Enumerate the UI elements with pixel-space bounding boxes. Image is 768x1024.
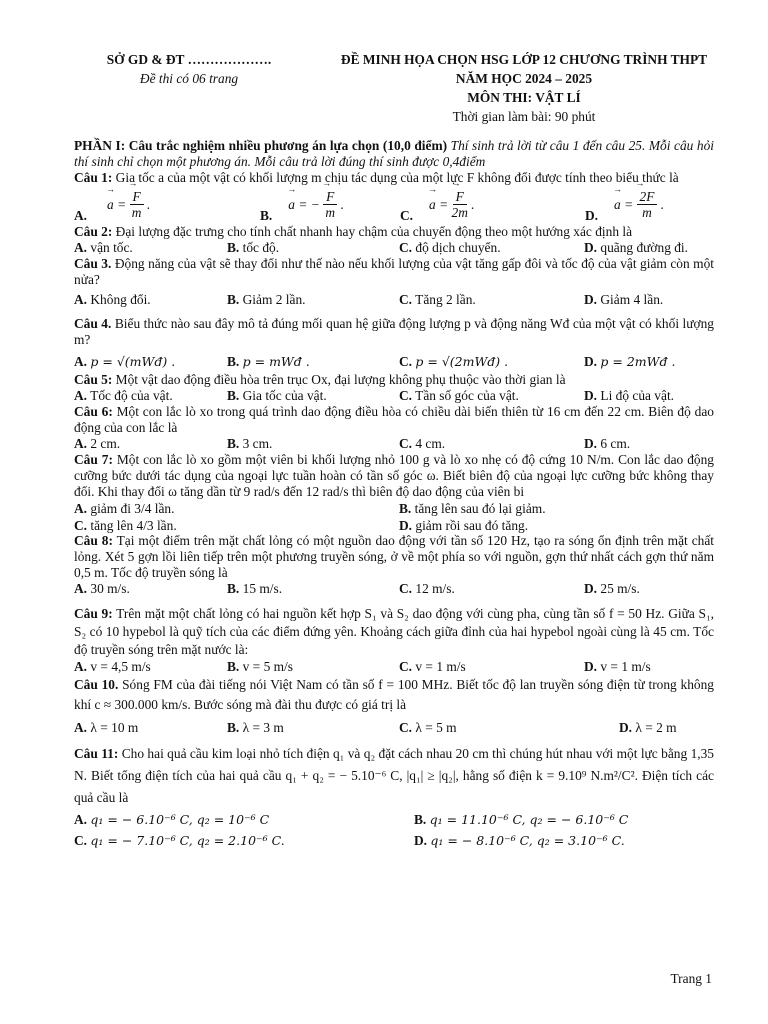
question-number: Câu 5:	[74, 372, 113, 387]
option-c[interactable]: C. λ = 5 m	[399, 720, 457, 735]
question-8	[74, 533, 714, 581]
question-text: Sóng FM của đài tiếng nói Việt Nam có tần số f = 100 MHz. Biết tốc độ lan truyền sóng điện từ trong không khí c ≈ 300.000 km/s. Bước sóng mà đài thu được có giá trị là	[74, 677, 714, 712]
option-c[interactable]: C. 12 m/s.	[399, 581, 455, 596]
option-d[interactable]: D. 6 cm.	[584, 436, 631, 451]
option-d[interactable]: D. λ = 2 m	[619, 720, 677, 735]
question-text: Cho hai quả cầu kim loại nhỏ tích điện q₁ và q₂ đặt cách nhau 20 cm thì chúng hút nhau với một lực bằng 1,35 N. Biết tổng điện tích của hai quả cầu q₁ + q₂ = − 5.10⁻⁶ C, |q₁| ≥ |q₂|, hằng số điện k = 9.10⁹ N.m²/C². Điện tích các quả cầu là	[74, 746, 714, 805]
option-a[interactable]: A. v = 4,5 m/s	[74, 659, 151, 674]
option-b[interactable]: B. p = mWđ .	[227, 354, 310, 369]
option-a[interactable]: A. p = √(mWđ) .	[74, 354, 176, 369]
option-c[interactable]: C. 4 cm.	[399, 436, 446, 451]
question-3	[74, 256, 714, 288]
question-9-options	[74, 659, 714, 675]
option-b[interactable]: B. Gia tốc của vật.	[227, 388, 327, 403]
header-right	[304, 50, 744, 126]
department-name: SỞ GD & ĐT ……………….	[106, 52, 272, 67]
formula-sign: =	[117, 196, 127, 212]
formula-sign: =	[624, 196, 634, 212]
option-label: D.	[585, 208, 599, 223]
formula: → a = → $\frac{2F}{m}$ .	[614, 189, 664, 220]
question-text: Một con lắc lò xo gồm một viên bi khối lượng nhỏ 100 g và lò xo nhẹ có độ cứng 10 N/m. Con lắc dao động cưỡng bức dưới tác dụng của ngoại lực tuần hoàn có tần số góc ω. Biết biên độ của ngoại lực cưỡng bức không thay đổi. Khi thay đổi ω tăng dần từ 9 rad/s đến 12 rad/s thì biên độ dao động của viên bi	[74, 452, 714, 499]
formula-lhs: → a	[107, 197, 114, 213]
question-6-options	[74, 436, 714, 452]
option-d[interactable]: D. quãng đường đi.	[584, 240, 688, 255]
formula-denominator: 2m	[451, 205, 468, 220]
formula: → a = → $\frac{F}{2m}$ .	[429, 189, 475, 220]
option-b[interactable]: B. 3 cm.	[227, 436, 273, 451]
option-a[interactable]: A. giảm đi 3/4 lần.	[74, 501, 175, 516]
page-number: Trang 1	[670, 971, 712, 986]
question-text: Trên mặt một chất lỏng có hai nguồn kết hợp S₁ và S₂ dao động với cùng pha, cùng tần số f = 50 Hz. Giữa S₁, S₂ có 10 hypebol là quỹ tích của các điểm đứng yên. Khoảng cách giữa đỉnh của hai hypebol ngoài cùng là 45 cm. Tốc độ truyền sóng trên mặt nước là:	[74, 606, 714, 657]
duration: Thời gian làm bài: 90 phút	[452, 109, 596, 124]
option-b[interactable]: B. Giảm 2 lần.	[227, 292, 306, 307]
question-number: Câu 11:	[74, 746, 119, 761]
formula-numerator: → F	[453, 189, 467, 205]
formula-sign: =	[439, 196, 449, 212]
question-number: Câu 6:	[74, 404, 113, 419]
option-a[interactable]: A. 2 cm.	[74, 436, 121, 451]
question-10-options	[74, 719, 714, 737]
option-b[interactable]: B. v = 5 m/s	[227, 659, 293, 674]
exam-page	[74, 50, 714, 851]
question-number: Câu 9:	[74, 606, 113, 621]
option-c[interactable]: C. tăng lên 4/3 lần.	[74, 518, 177, 533]
question-11	[74, 743, 714, 809]
option-d[interactable]: D. q₁ = − 8.10⁻⁶ C, q₂ = 3.10⁻⁶ C.	[414, 833, 625, 848]
question-number: Câu 10.	[74, 677, 119, 692]
option-c[interactable]: C. Tần số góc của vật.	[399, 388, 519, 403]
option-d[interactable]: D. Giảm 4 lần.	[584, 292, 664, 307]
option-c[interactable]: C. Tăng 2 lần.	[399, 292, 476, 307]
question-number: Câu 8:	[74, 533, 113, 548]
question-2	[74, 224, 714, 240]
formula-numerator: → F	[323, 189, 337, 205]
formula: → a = → $\frac{F}{m}$ .	[107, 189, 150, 220]
question-text: Tại một điểm trên mặt chất lỏng có một nguồn dao động với tần số 120 Hz, tạo ra sóng ổn định trên mặt chất lỏng. Xét 5 gợn lồi liên tiếp trên một phương truyền sóng, ở về một phía so với nguồn, gợn thứ nhất cách gợn thứ năm 0,5 m. Tốc độ truyền sóng là	[74, 533, 714, 580]
question-text: Động năng của vật sẽ thay đổi như thế nào nếu khối lượng của vật tăng gấp đôi và tốc độ của vật giảm còn một nửa?	[74, 256, 714, 287]
option-label: B.	[260, 208, 273, 223]
option-label: A.	[74, 208, 88, 223]
page-count-note: Đề thi có 06 trang	[139, 71, 239, 86]
option-b[interactable]: B. 15 m/s.	[227, 581, 283, 596]
option-b[interactable]	[260, 189, 400, 224]
option-a[interactable]: A. Tốc độ của vật.	[74, 388, 173, 403]
question-text: Biểu thức nào sau đây mô tả đúng mối quan hệ giữa động lượng p và động năng Wđ của một vật có khối lượng m?	[74, 316, 714, 347]
option-b[interactable]: B. q₁ = 11.10⁻⁶ C, q₂ = − 6.10⁻⁶ C	[414, 812, 629, 827]
formula-denominator: m	[642, 205, 652, 220]
part-1-instruction: Thí sinh trả lời từ câu 1 đến câu 25. Mỗi câu hỏi thí sinh chỉ chọn một phương án. Mỗi câu trả lời đúng thí sinh được 0,4điểm	[74, 138, 714, 169]
option-c[interactable]: C. v = 1 m/s	[399, 659, 466, 674]
exam-title: ĐỀ MINH HỌA CHỌN HSG LỚP 12 CHƯƠNG TRÌNH THPT	[340, 52, 708, 67]
option-b[interactable]: B. tốc độ.	[227, 240, 280, 255]
formula-denominator: m	[325, 205, 336, 220]
question-7-options-row1	[74, 500, 714, 518]
question-7-options-row2	[74, 518, 714, 533]
option-a[interactable]: A. vận tốc.	[74, 240, 133, 255]
option-c[interactable]: C. p = √(2mWđ) .	[399, 354, 509, 369]
option-a[interactable]: A. λ = 10 m	[74, 720, 139, 735]
option-d[interactable]: D. 25 m/s.	[584, 581, 640, 596]
formula-denominator: m	[131, 205, 142, 220]
subject: MÔN THI: VẬT LÍ	[467, 90, 581, 105]
option-b[interactable]: B. tăng lên sau đó lại giảm.	[399, 501, 546, 516]
question-number: Câu 3.	[74, 256, 112, 271]
part-1-title: PHẦN I: Câu trắc nghiệm nhiều phương án lựa chọn (10,0 điểm)	[74, 138, 448, 153]
question-5	[74, 372, 714, 388]
school-year: NĂM HỌC 2024 – 2025	[455, 71, 593, 86]
question-text: Một vật dao động điều hòa trên trục Ox, đại lượng không phụ thuộc vào thời gian là	[112, 372, 566, 387]
header	[74, 50, 714, 126]
option-c[interactable]: C. độ dịch chuyển.	[399, 240, 501, 255]
question-1-options	[74, 188, 714, 224]
question-11-options-row2	[74, 831, 714, 851]
question-3-options	[74, 292, 714, 308]
option-c[interactable]	[400, 189, 585, 224]
question-9	[74, 605, 714, 659]
formula-lhs: → a	[288, 197, 295, 213]
question-number: Câu 7:	[74, 452, 113, 467]
formula-sign: = −	[298, 196, 320, 212]
question-11-options-row1	[74, 809, 714, 831]
question-number: Câu 1:	[74, 170, 113, 185]
question-4	[74, 316, 714, 348]
option-label: C.	[400, 208, 414, 223]
option-d[interactable]: D. Li độ của vật.	[584, 388, 675, 403]
question-text: Đại lượng đặc trưng cho tính chất nhanh hay chậm của chuyển động theo một hướng xác định là	[112, 224, 633, 239]
question-5-options	[74, 388, 714, 404]
question-8-options	[74, 581, 714, 597]
option-d[interactable]	[585, 189, 664, 224]
question-text: Gia tốc a của một vật có khối lượng m chịu tác dụng của một lực F không đổi được tính theo biểu thức là	[112, 170, 679, 185]
formula-lhs: → a	[614, 197, 621, 213]
formula-numerator: → 2F	[637, 189, 658, 205]
formula: → a = − → $\frac{F}{m}$ .	[288, 189, 344, 220]
option-a[interactable]: A. Không đổi.	[74, 292, 151, 307]
question-2-options	[74, 240, 714, 256]
option-a[interactable]: A. q₁ = − 6.10⁻⁶ C, q₂ = 10⁻⁶ C	[74, 812, 270, 827]
question-number: Câu 4.	[74, 316, 112, 331]
option-d[interactable]: D. giảm rồi sau đó tăng.	[399, 518, 529, 533]
option-d[interactable]: D. v = 1 m/s	[584, 659, 651, 674]
question-4-options	[74, 352, 714, 372]
question-6	[74, 404, 714, 436]
question-10	[74, 675, 714, 715]
option-a[interactable]: A. 30 m/s.	[74, 581, 130, 596]
option-c[interactable]: C. q₁ = − 7.10⁻⁶ C, q₂ = 2.10⁻⁶ C.	[74, 833, 285, 848]
question-text: Một con lắc lò xo trong quá trình dao động điều hòa có chiều dài biến thiên từ 16 cm đến 22 cm. Biên độ dao động của con lắc là	[74, 404, 714, 435]
option-b[interactable]: B. λ = 3 m	[227, 720, 284, 735]
part-1-heading	[74, 138, 714, 170]
question-number: Câu 2:	[74, 224, 113, 239]
question-7	[74, 452, 714, 500]
option-a[interactable]	[74, 189, 260, 224]
header-left	[74, 50, 304, 126]
option-d[interactable]: D. p = 2mWđ .	[584, 354, 676, 369]
formula-numerator: → F	[130, 189, 144, 205]
formula-lhs: → a	[429, 197, 436, 213]
